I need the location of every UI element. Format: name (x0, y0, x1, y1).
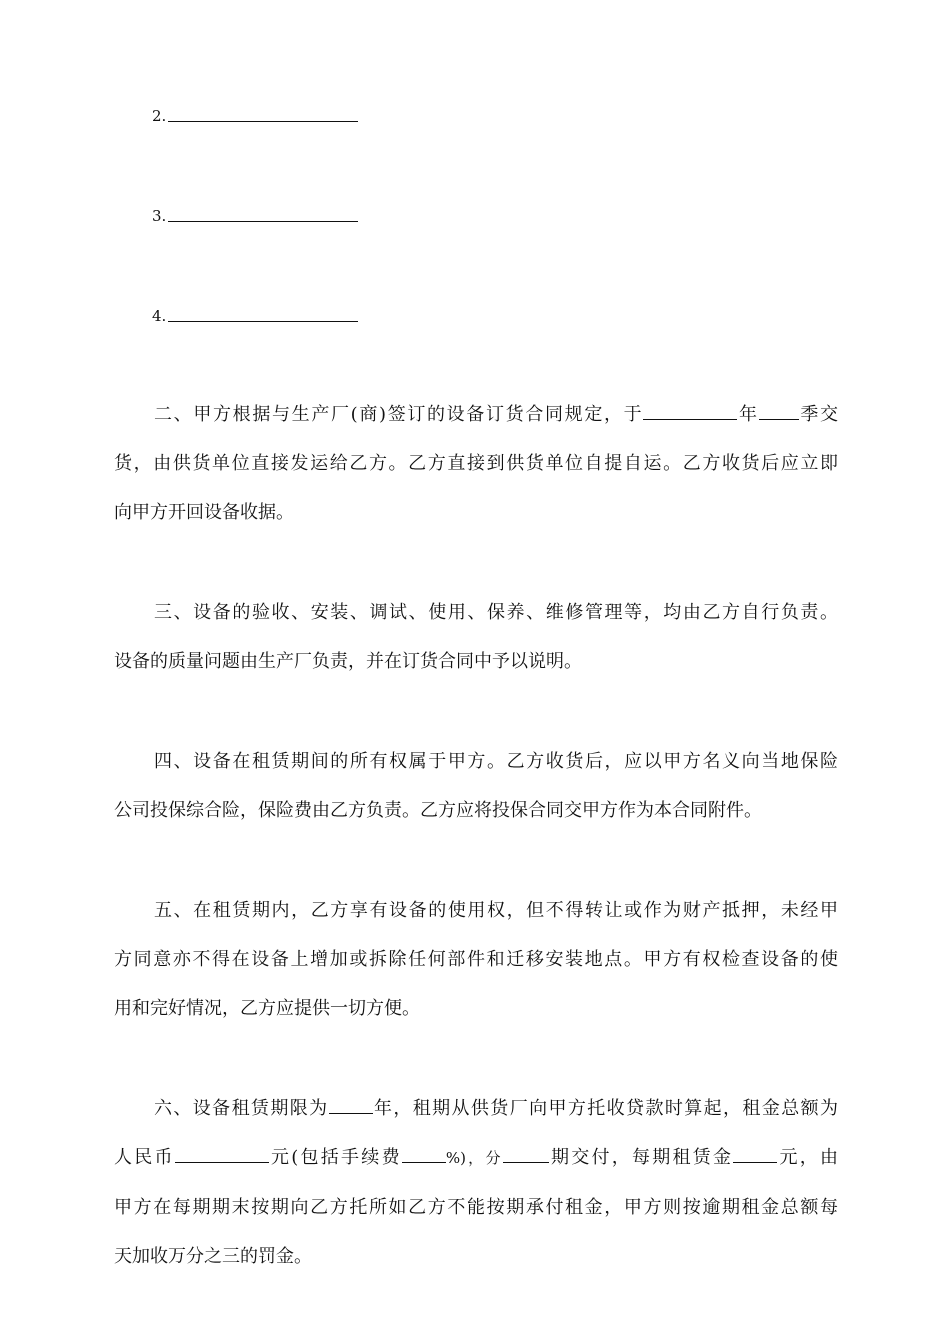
list-item-3 (152, 204, 358, 228)
fill-blank (503, 1142, 549, 1163)
fill-blank (733, 1142, 777, 1163)
fill-blank (329, 1093, 373, 1114)
clause-2-line-3: 向甲方开回设备收据。 (114, 502, 294, 523)
clause-4-line-1: 四、设备在租赁期间的所有权属于甲方。乙方收货后，应以甲方名义向当地保险 (154, 751, 838, 772)
fill-blank (168, 204, 358, 222)
clause-6 (114, 1084, 838, 1281)
list-item-4 (152, 304, 358, 328)
clause-text: 二、甲方根据与生产厂(商)签订的设备订货合同规定，于 (154, 404, 644, 425)
clause-2-line-2: 货，由供货单位直接发运给乙方。乙方直接到供货单位自提自运。乙方收货后应立即 (114, 453, 838, 474)
clause-text: 年，租期从供货厂向甲方托收贷款时算起，租金总额为 (372, 1098, 838, 1119)
clause-text: 人民币 (114, 1147, 175, 1168)
clause-6-line-3: 甲方在每期期末按期向乙方托所如乙方不能按期承付租金，甲方则按逾期租金总额每 (114, 1197, 838, 1218)
clause-text: 年 (737, 404, 759, 425)
fill-blank (402, 1142, 446, 1163)
clause-text: %)，分 (445, 1149, 503, 1167)
clause-text: 季交 (798, 404, 839, 425)
clause-5-line-2: 方同意亦不得在设备上增加或拆除任何部件和迁移安装地点。甲方有权检查设备的使 (114, 949, 838, 970)
clause-6-line-4: 天加收万分之三的罚金。 (114, 1246, 312, 1267)
clause-5 (114, 886, 838, 1033)
clause-6-line-1 (114, 1084, 838, 1133)
clause-2 (114, 390, 838, 537)
fill-blank (168, 304, 358, 322)
clause-4 (114, 737, 838, 835)
clause-text: 期交付，每期租赁金 (548, 1147, 734, 1168)
clause-6-line-2 (114, 1133, 838, 1183)
list-item-2 (152, 104, 358, 128)
clause-3-line-2: 设备的质量问题由生产厂负责，并在订货合同中予以说明。 (114, 651, 582, 672)
clause-text: 六、设备租赁期限为 (154, 1098, 329, 1119)
clause-3-line-1: 三、设备的验收、安装、调试、使用、保养、维修管理等，均由乙方自行负责。 (154, 602, 838, 623)
list-number: 4. (152, 307, 167, 325)
clause-2-line-1 (114, 390, 838, 439)
clause-text: 元(包括手续费 (268, 1147, 402, 1168)
clause-4-line-2: 公司投保综合险，保险费由乙方负责。乙方应将投保合同交甲方作为本合同附件。 (114, 800, 762, 821)
fill-blank (175, 1142, 269, 1163)
clause-5-line-3: 用和完好情况，乙方应提供一切方便。 (114, 998, 420, 1019)
list-number: 2. (152, 107, 167, 125)
clause-3 (114, 588, 838, 686)
list-number: 3. (152, 207, 167, 225)
clause-text: 元，由 (777, 1147, 839, 1168)
clause-5-line-1: 五、在租赁期内，乙方享有设备的使用权，但不得转让或作为财产抵押，未经甲 (154, 900, 838, 921)
fill-blank (643, 399, 737, 420)
fill-blank (168, 104, 358, 122)
fill-blank (759, 399, 799, 420)
